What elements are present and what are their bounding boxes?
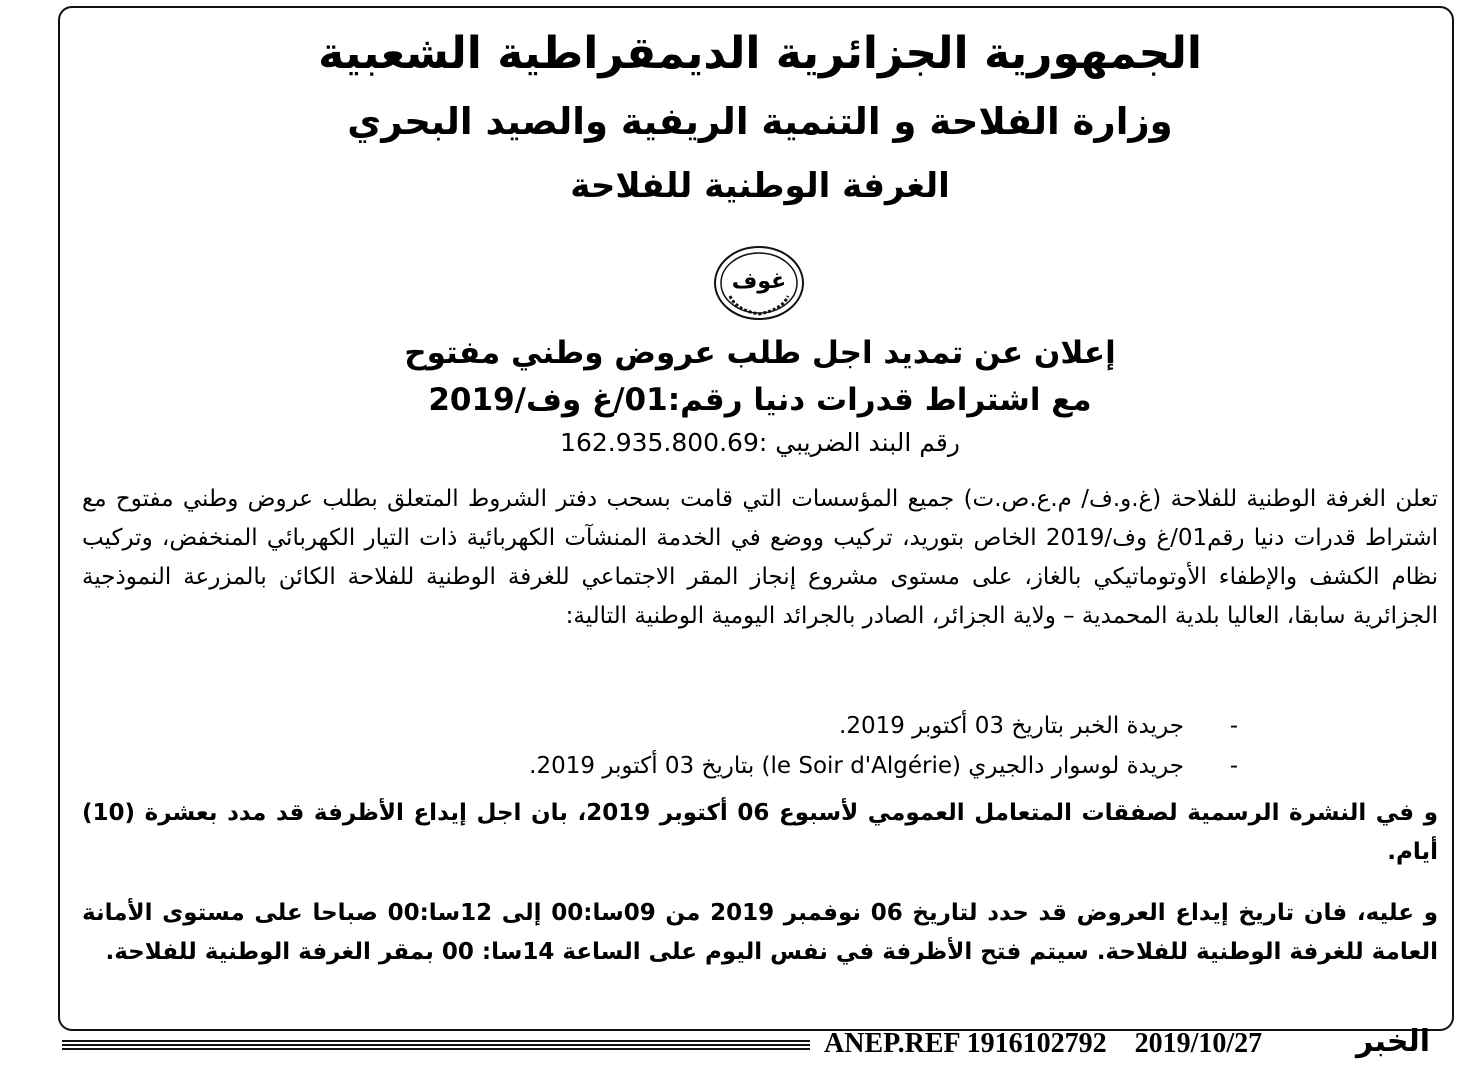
announcement-subtitle: مع اشتراط قدرات دنيا رقم:01/غ وف/2019 [428,382,1092,418]
publication-date: 2019/10/27 [1134,1028,1263,1059]
republic-heading: الجمهورية الجزائرية الديمقراطية الشعبية [318,28,1202,79]
paragraph-deadline: و عليه، فان تاريخ إيداع العروض قد حدد لتاريخ 06 نوفمبر 2019 من 09سا:00 إلى 12سا:00 صباحا على مستوى الأمانة العامة للغرفة الوطنية للفلاحة. سيتم فتح الأظرفة في نفس اليوم على الساعة 14سا: 00 بمقر الغرفة الوطنية للفلاحة. [82,900,1438,965]
paragraph-intro: تعلن الغرفة الوطنية للفلاحة (غ.و.ف/ م.ع.ص.ت) جميع المؤسسات التي قامت بسحب دفتر الشروط المتعلق بطلب عروض وطني مفتوح مع اشتراط قدرات دنيا رقم01/غ وف/2019 الخاص بتوريد، تركيب ووضع في الخدمة المنشآت الكهربائية ذات التيار الكهربائي المنخفض، وتركيب نظام الكشف والإطفاء الأوتوماتيكي بالغاز، على مستوى مشروع إنجاز المقر الاجتماعي للغرفة الوطنية للفلاحة الكائن بالمزرعة النموذجية الجزائرية سابقا، العاليا بلدية المحمدية – ولاية الجزائر، الصادر بالجرائد اليومية الوطنية التالية: [82,486,1439,629]
newspaper-logo: الخبر [1356,1024,1431,1059]
footer [60,1024,1450,1064]
anep-ref: ANEP.REF 1916102792 [824,1028,1107,1059]
list-dash: - [1229,753,1238,779]
anep-reference [824,1028,1290,1060]
paragraph-extension: و في النشرة الرسمية لصفقات المتعامل العمومي لأسبوع 06 أكتوبر 2019، بان اجل إيداع الأظرفة قد مدد بعشرة (10) أيام. [82,800,1438,865]
list-item-text: جريدة الخبر بتاريخ 03 أكتوبر 2019. [839,713,1184,739]
list-item-text: جريدة لوسوار دالجيري (le Soir d'Algérie) بتاريخ 03 أكتوبر 2019. [529,753,1184,779]
ministry-heading: وزارة الفلاحة و التنمية الريفية والصيد البحري [347,100,1173,143]
list-item [238,706,1238,746]
footer-rule [62,1040,810,1050]
newspaper-list [238,706,1238,786]
tax-number: رقم البند الضريبي :162.935.800.69 [560,428,960,457]
chamber-heading: الغرفة الوطنية للفلاحة [570,166,950,206]
seal-text: غوف [731,269,787,294]
list-dash: - [1229,713,1238,739]
emblem-seal-icon [712,244,806,322]
list-item [238,746,1238,786]
announcement-title: إعلان عن تمديد اجل طلب عروض وطني مفتوح [404,335,1116,371]
